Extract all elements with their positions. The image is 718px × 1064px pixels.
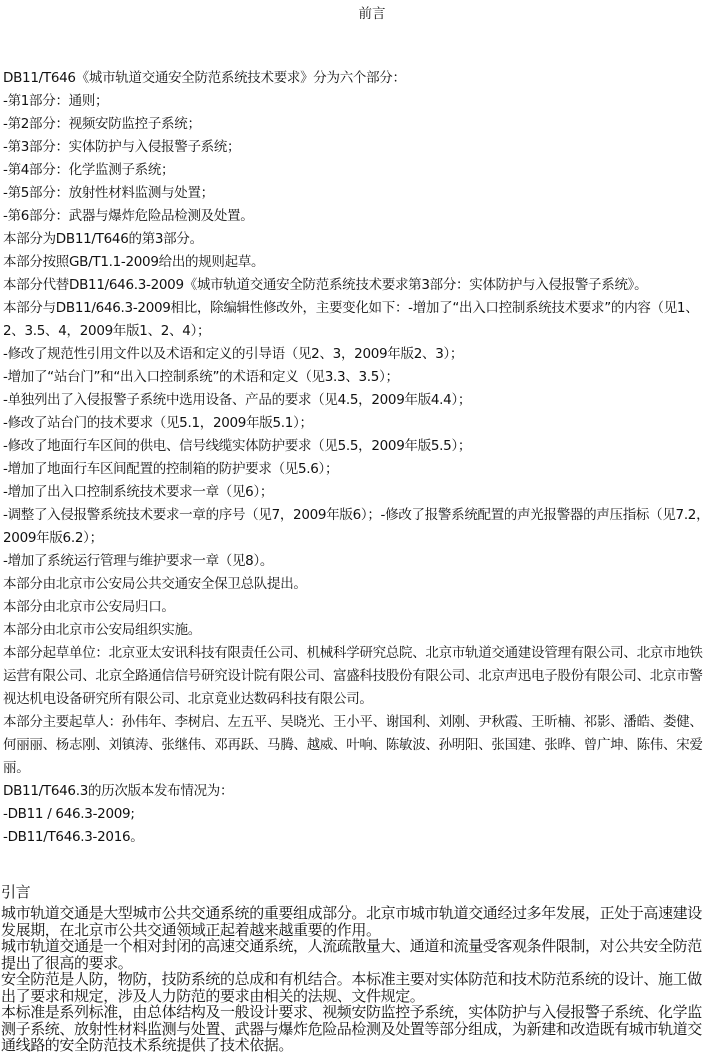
change-list-item: -调整了入侵报警系统技术要求一章的序号（见7，2009年版6）；-修改了报警系统配置的声光报警器的声压指标（见7.2，2009年版6.2）； — [3, 507, 710, 546]
foreword-paragraph: 本部分由北京市公安局归口。 — [3, 599, 175, 615]
foreword-paragraph: DB11/T646.3的历次版本发布情况为： — [3, 783, 234, 799]
foreword-paragraph: 本部分按照GB/T1.1-2009给出的规则起草。 — [3, 254, 265, 270]
part-list-item: -第4部分：化学监测子系统； — [3, 162, 175, 178]
change-list-item: -增加了系统运行管理与维护要求一章（见8）。 — [3, 553, 274, 569]
introduction-paragraph: 本标准是系列标准，由总体结构及一般设计要求、视频安防监控予系统，实体防护与入侵报警子系统、化学监测子系统、放射性材料监测与处置、武器与爆炸危险品检测及处置等部分组成，为新建和改造既有城市轨道交通线路的安全防范技术系统提供了技术依据。 — [1, 1003, 702, 1054]
change-list-item: -修改了规范性引用文件以及术语和定义的引导语（见2、3，2009年版2、3）； — [3, 346, 464, 362]
change-list-item: -增加了出入口控制系统技术要求一章（见6）； — [3, 484, 274, 500]
part-list-item: -第2部分：视频安防监控子系统； — [3, 116, 201, 132]
change-list-item: -修改了站台门的技术要求（见5.1，2009年版5.1）； — [3, 415, 313, 431]
foreword-paragraph: 本部分为DB11/T646的第3部分。 — [3, 231, 203, 247]
version-history-item: -DB11/T646.3-2016。 — [3, 829, 144, 845]
change-list-item: -增加了“站台门”和“出入口控制系统”的术语和定义（见3.3、3.5）； — [3, 369, 399, 385]
foreword-section — [3, 67, 715, 849]
drafters: 本部分主要起草人：孙伟年、李树启、左五平、吴晓光、王小平、谢国利、刘刚、尹秋霞、王昕楠、祁影、潘皓、娄健、何丽丽、杨志刚、刘镇涛、张继伟、邓再跃、马腾、越威、叶响、陈敏波、孙明阳、张国建、张晔、曾广坤、陈伟、宋爱丽。 — [3, 714, 703, 776]
change-list-item: -修改了地面行车区间的供电、信号线缆实体防护要求（见5.5，2009年版5.5）； — [3, 438, 472, 454]
introduction-title: 引言 — [1, 883, 31, 901]
part-list-item: -第6部分：武器与爆炸危险品检测及处置。 — [3, 208, 254, 224]
introduction-paragraph: 城市轨道交通是一个相对封闭的高速交通系统，人流疏散量大、通道和流量受客观条件限制，对公共安全防范提出了很高的要求。 — [1, 937, 702, 972]
change-list-item: -增加了地面行车区间配置的控制箱的防护要求（见5.6）； — [3, 461, 339, 477]
introduction-paragraph: 城市轨道交通是大型城市公共交通系统的重要组成部分。北京市城市轨道交通经过多年发展，正处于高速建设发展期，在北京市公共交通领域正起着越来越重要的作用。 — [1, 904, 702, 939]
introduction-section — [1, 880, 716, 1054]
foreword-paragraph: 本部分代替DB11/646.3-2009《城市轨道交通安全防范系统技术要求第3部分：实体防护与入侵报警子系统》。 — [3, 277, 648, 293]
foreword-paragraph: 本部分由北京市公安局公共交通安全保卫总队提出。 — [3, 576, 307, 592]
foreword-paragraph: DB11/T646《城市轨道交通安全防范系统技术要求》分为六个部分： — [3, 70, 406, 86]
foreword-paragraph: 本部分由北京市公安局组织实施。 — [3, 622, 201, 638]
foreword-paragraph: 本部分与DB11/646.3-2009相比，除编辑性修改外，主要变化如下：-增加了“出入口控制系统技术要求”的内容（见1、2、3.5、4，2009年版1、2、4）； — [3, 300, 699, 339]
part-list-item: -第3部分：实体防护与入侵报警子系统； — [3, 139, 241, 155]
introduction-paragraph: 安全防范是人防，物防，技防系统的总成和有机结合。本标准主要对实体防范和技术防范系统的设计、施工做出了要求和规定，涉及人力防范的要求由相关的法规、文件规定。 — [1, 970, 702, 1005]
change-list-item: -单独列出了入侵报警子系统中选用设备、产品的要求（见4.5，2009年版4.4）； — [3, 392, 472, 408]
drafting-units: 本部分起草单位：北京亚太安讯科技有限责任公司、机械科学研究总院、北京市轨道交通建设管理有限公司、北京市地铁运营有限公司、北京全路通信信号研究设计院有限公司、富盛科技股份有限公司、北京声迅电子股份有限公司、北京市警视达机电设备研究所有限公司、北京竟业达数码科技有限公司。 — [3, 645, 703, 707]
part-list-item: -第5部分：放射性材料监测与处置； — [3, 185, 214, 201]
part-list-item: -第1部分：通则； — [3, 93, 109, 109]
version-history-item: -DB11 / 646.3-2009; — [3, 806, 135, 822]
page-title: 前言 — [358, 6, 386, 22]
